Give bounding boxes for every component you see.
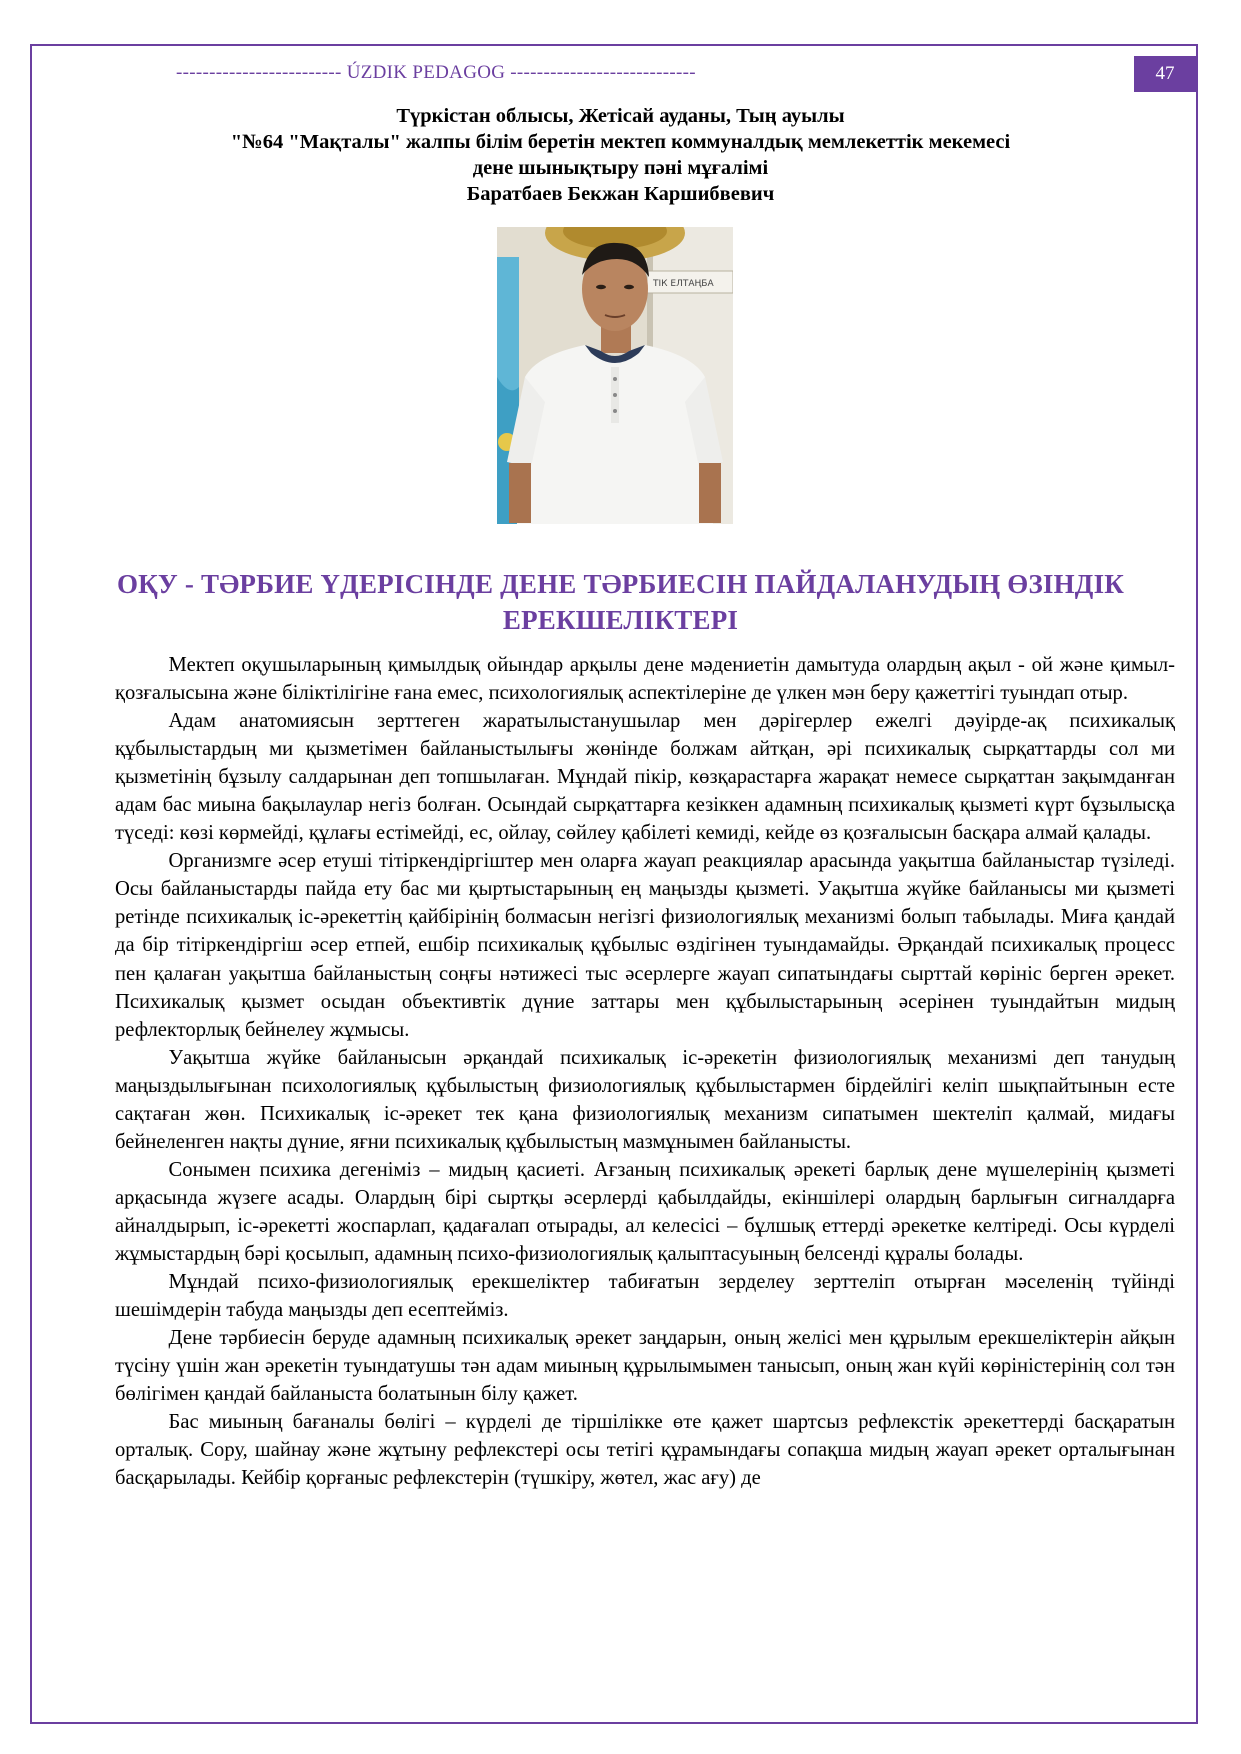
paragraph: Сонымен психика дегеніміз – мидың қасиеті. Ағзаның психикалық әрекеті барлық дене мүшелерінің қызметі арқасында жүзеге асады. Олардың бірі сыртқы әсерлерді қабылдайды, екіншілері олардың барлығын сигналдарға айналдырып, іс-әрекетті жоспарлап, қадағалап отырады, ал келесісі – бұлшық еттерді әрекетке келтіреді. Осы күрделі жұмыстардың бәрі қосылып, адамның психо-физиологиялық қалыптасуының белсенді құралы болады.	[115, 1158, 1175, 1265]
article-body	[115, 651, 1175, 1492]
article-title-line-2: ЕРЕКШЕЛІКТЕРІ	[502, 605, 739, 635]
author-header	[60, 103, 1181, 207]
page-number: 47	[1134, 56, 1196, 92]
running-head: ------------------------- ÚZDIK PEDAGOG ----------------------------	[176, 62, 696, 83]
header-position-line: дене шынықтыру пәні мұғалімі	[472, 157, 769, 179]
article-title	[60, 566, 1181, 638]
header-school-line: "№64 "Мақталы" жалпы білім беретін мектеп коммуналдық мемлекеттік мекемесі	[230, 131, 1011, 153]
author-photo	[497, 227, 733, 524]
paragraph: Организмге әсер етуші тітіркендіргіштер мен оларға жауап реакциялар арасында уақытша байланыстар түзіледі. Осы байланыстарды пайда ету бас ми қыртыстарының ең маңызды қызметі. Уақытша жүйке байланысы ми қызметі ретінде психикалық іс-әрекеттің қайбірінің болмасын негізгі физиологиялық механизмі болып табылады. Миға қандай да бір тітіркендіргіш әсер етпей, ешбір психикалық құбылыс өздігінен туындамайды. Әрқандай психикалық процесс пен қалаған уақытша байланыстың соңғы нәтижесі тыс әсерлерге жауап сипатындағы сырттай көрініс берген әрекет. Психикалық қызмет осыдан объективтік дүние заттары мен құбылыстарының әсерінен туындайтын мидың рефлекторлық бейнелеу жұмысы.	[115, 850, 1175, 1041]
emblem-sign-text: ТІК ЕЛТАҢБА	[653, 279, 714, 289]
paragraph: Мұндай психо-физиологиялық ерекшеліктер табиғатын зерделеу зерттеліп отырған мәселенің түйінді шешімдерін табуда маңызды деп есептейміз.	[115, 1271, 1175, 1322]
paragraph: Бас миының бағаналы бөлігі – күрделі де тіршілікке өте қажет шартсыз рефлекстік әрекеттерді басқаратын орталық. Сору, шайнау және жұтыну рефлекстері осы тетігі құрамындағы сопақша мидың жауап әрекет орталығынан басқарылады. Кейбір қорғаныс рефлекстерін (түшкіру, жөтел, жас ағу) де	[115, 1411, 1175, 1490]
header-region-line: Түркістан облысы, Жетісай ауданы, Тың ауылы	[396, 105, 845, 127]
paragraph: Уақытша жүйке байланысын әрқандай психикалық іс-әрекетін физиологиялық механизмі деп танудың маңыздылығынан психологиялық құбылыстың физиологиялық құбылыстармен бірдейлігі келіп шықпайтынын есте сақтаған жөн. Психикалық іс-әрекет тек қана физиологиялық механизм сипатымен шектеліп қалмай, мидағы бейнеленген нақты дүние, яғни психикалық құбылыстың мазмұнымен байланысты.	[115, 1046, 1175, 1153]
paragraph: Адам анатомиясын зерттеген жаратылыстанушылар мен дәрігерлер ежелгі дәуірде-ақ психикалық құбылыстардың ми қызметімен байланыстылығы жөнінде болжам айтқан, әрі психикалық сырқаттарды сол ми қызметінің бұзылу салдарынан деп топшылаған. Мұндай пікір, көзқарастарға жарақат немесе сырқаттан зақымданған адам бас миына бақылаулар негіз болған. Осындай сырқаттарға кезіккен адамның психикалық қызметі күрт бұзылысқа түседі: көзі көрмейді, құлағы естімейді, ес, ойлау, сөйлеу қабілеті кемиді, кейде өз қозғалысын басқара алмай қалады.	[115, 710, 1175, 845]
paragraph: Мектеп оқушыларының қимылдық ойындар арқылы дене мәдениетін дамытуда олардың ақыл - ой және қимыл-қозғалысына және біліктілігіне ғана емес, психологиялық аспектілеріне де үлкен мән беру қажеттігі туындап отыр.	[115, 654, 1175, 705]
article-title-line-1: ОҚУ - ТӘРБИЕ ҮДЕРІСІНДЕ ДЕНЕ ТӘРБИЕСІН ПАЙДАЛАНУДЫҢ ӨЗІНДІК	[116, 569, 1125, 599]
paragraph: Дене тәрбиесін беруде адамның психикалық әрекет заңдарын, оның желісі мен құрылым ерекшеліктерін айқын түсіну үшін жан әрекетін туындатушы тән адам миының құрылымымен танысып, оның жан күйі көріністерінің сол тән бөлігімен қандай байланыста болатынын білу қажет.	[115, 1327, 1175, 1406]
header-author-name: Баратбаев Бекжан Каршибвевич	[466, 183, 775, 205]
